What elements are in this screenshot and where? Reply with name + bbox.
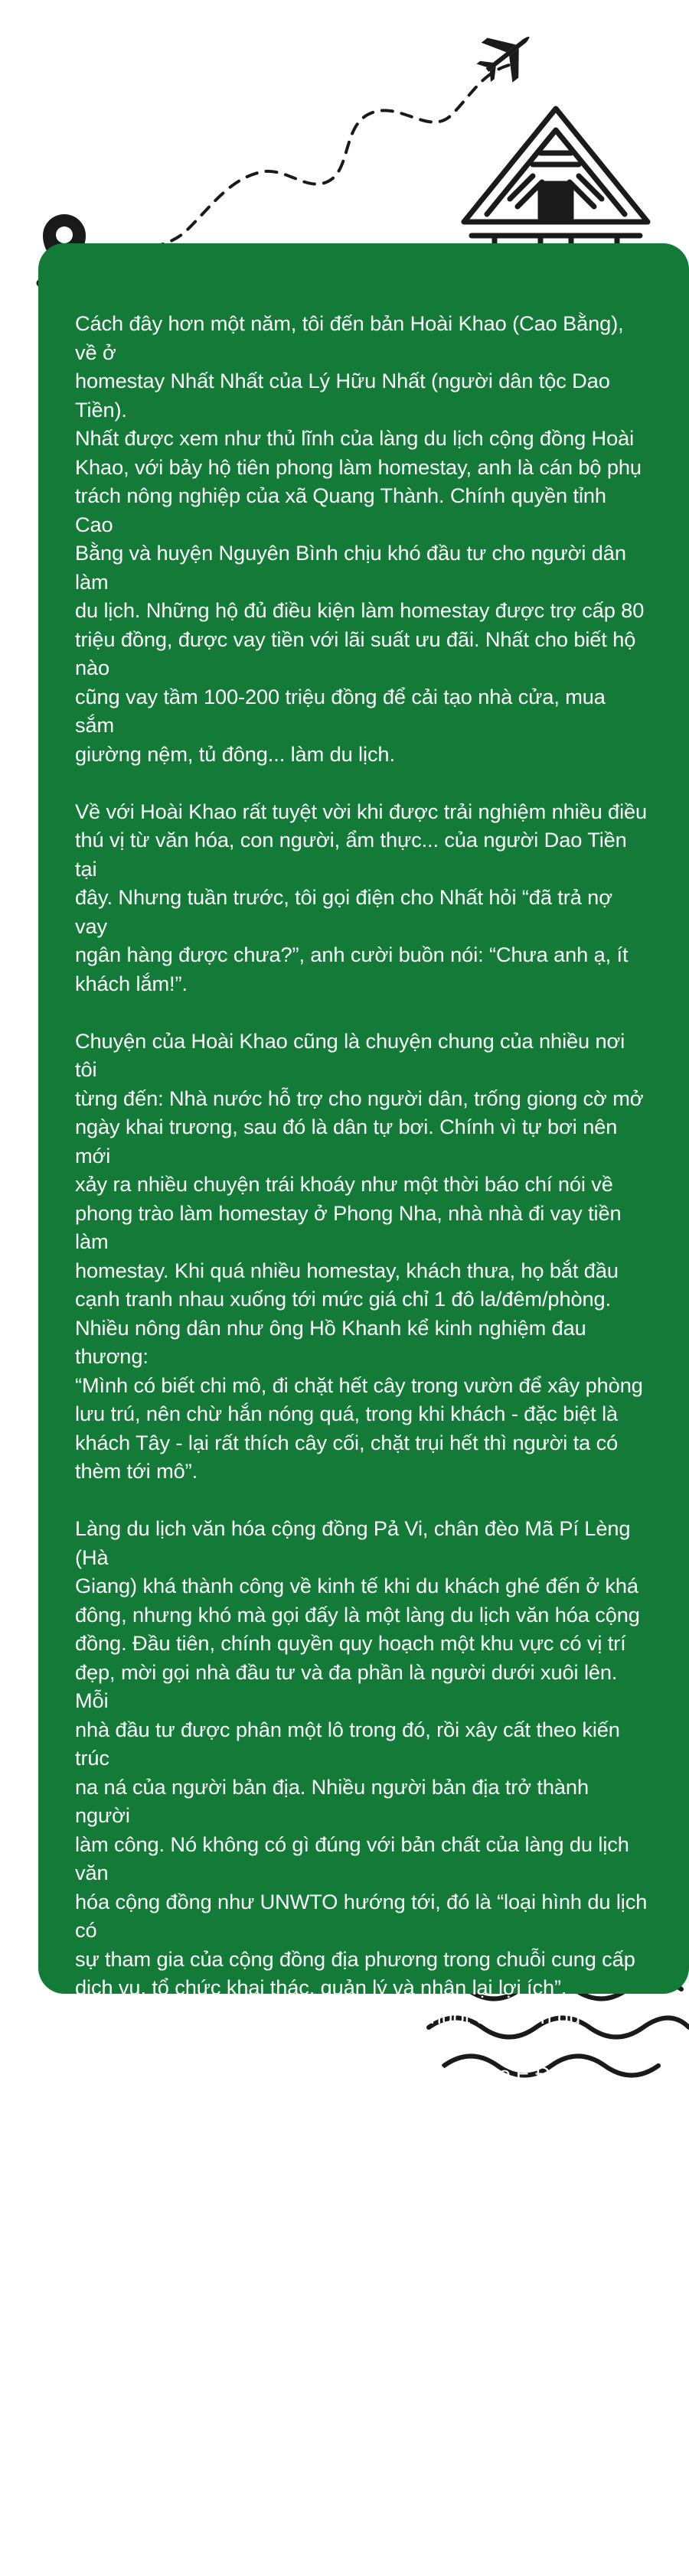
- article-paragraph-1: Cách đây hơn một năm, tôi đến bản Hoài Khao (Cao Bằng), về ở homestay Nhất Nhất của Lý Hữu Nhất (người dân tộc Dao Tiền). Nhất được xem như thủ lĩnh của làng du lịch cộng đồng Hoài Khao, với bảy hộ tiên phong làm homestay, anh là cán bộ phụ trách nông nghiệp của xã Quang Thành. Chính quyền tỉnh Cao Bằng và huyện Nguyên Bình chịu khó đầu tư cho người dân làm du lịch. Những hộ đủ điều kiện làm homestay được trợ cấp 80 triệu đồng, được vay tiền với lãi suất ưu đãi. Nhất cho biết hộ nào cũng vay tầm 100-200 triệu đồng để cải tạo nhà cửa, mua sắm giường nệm, tủ đông... làm du lịch.: [75, 311, 645, 766]
- article-paragraph-4: Làng du lịch văn hóa cộng đồng Pả Vi, chân đèo Mã Pí Lèng (Hà Giang) khá thành công về kinh tế khi du khách ghé đến ở khá đông, nhưng khó mà gọi đấy là một làng du lịch văn hóa cộng đồng. Đầu tiên, chính quyền quy hoạch một khu vực có vị trí đẹp, mời gọi nhà đầu tư và đa phần là người dưới xuôi lên. Mỗi nhà đầu tư được phân một lô trong đó, rồi xây cất theo kiến trúc na ná của người bản địa. Nhiều người bản địa trở thành người làm công. Nó không có gì đúng với bản chất của làng du lịch văn hóa cộng đồng như UNWTO hướng tới, đó là “loại hình du lịch có sự tham gia của cộng đồng địa phương trong chuỗi cung cấp dịch vụ, tổ chức khai thác, quản lý và nhận lại lợi ích”. Ở Đắk Lắk, ngay trung tâm Buôn Ma Thuột có Buôn du lịch văn hóa cộng đồng Ako Dhong của người đồng bào Ê Đê, Mơ Mông. Nơi đây bị biến dạng kiểu khác, những người bản địa không có nghề làm du lịch dẫn đến việc thua lỗ, đành phải bán nhà bán đất cho người nơi khác tới. Và người nơi khác tới thì xây cất, làm theo kiểu dân tộc giả.: [75, 1516, 648, 2286]
- article-paragraph-5: Luật pháp liên quan chuyện homestay và du lịch cộng đồng cũng có nhiều chồng chéo. Chú Mapi - chủ homestay Nhà Gỗ - cho biết những căn nhà xây lên để làm dịch vụ homestay đều thuộc đất nông nghiệp, nên ông cũng như bà con trong buôn đều lo lắng vì tính thiếu hợp pháp của nó. Một chủ farmstay ở Tây Ninh cũng than: “Làm mà run lắm, vì xét theo luật, tất cả đều chưa có giấy phép do nằm trên đất nông nghiệp”.: [75, 2320, 640, 2573]
- article-paragraph-3: Chuyện của Hoài Khao cũng là chuyện chung của nhiều nơi tôi từng đến: Nhà nước hỗ trợ cho người dân, trống giong cờ mở ngày khai trương, sau đó là dân tự bơi. Chính vì tự bơi nên mới xảy ra nhiều chuyện trái khoáy như một thời báo chí nói về phong trào làm homestay ở Phong Nha, nhà nhà đi vay tiền làm homestay. Khi quá nhiều homestay, khách thưa, họ bắt đầu cạnh tranh nhau xuống tới mức giá chỉ 1 đô la/đêm/phòng. Nhiều nông dân như ông Hồ Khanh kể kinh nghiệm đau thương: “Mình có biết chi mô, đi chặt hết cây trong vườn để xây phòng lưu trú, nên chừ hắn nóng quá, trong khi khách - đặc biệt là khách Tây - lại rất thích cây cối, chặt trụi hết thì người ta có thèm tới mô”.: [75, 1028, 644, 1483]
- article-card: [38, 243, 689, 2573]
- airplane-icon: [475, 21, 544, 83]
- article-paragraph-2: Về với Hoài Khao rất tuyệt vời khi được trải nghiệm nhiều điều thú vị từ văn hóa, con người, ẩm thực... của người Dao Tiền tại đây. Nhưng tuần trước, tôi gọi điện cho Nhất hỏi “đã trả nợ vay ngân hàng được chưa?”, anh cười buồn nói: “Chưa anh ạ, ít khách lắm!”.: [75, 799, 648, 995]
